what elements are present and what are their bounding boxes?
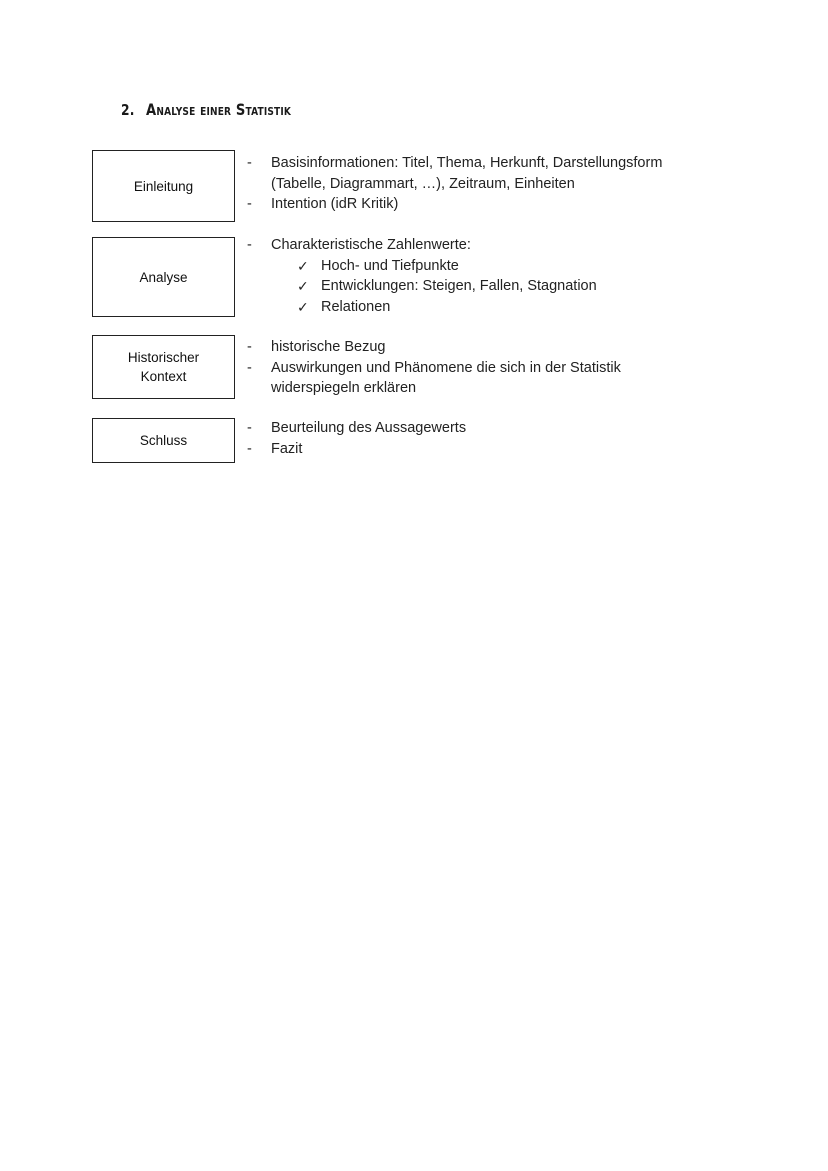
check-text: Relationen — [321, 298, 391, 315]
label-analyse: Analyse — [139, 269, 188, 285]
check-item — [297, 297, 701, 318]
dash-marker: - — [247, 420, 252, 436]
dash-marker: - — [247, 440, 252, 457]
check-item — [297, 256, 701, 277]
label-box-schluss — [92, 418, 235, 463]
list-item — [247, 358, 701, 399]
label-kontext: Kontext — [140, 369, 187, 384]
check-icon: ✓ — [297, 257, 309, 274]
check-icon: ✓ — [297, 298, 309, 315]
bullet-list-einleitung — [247, 153, 701, 215]
bullet-list-analyse — [247, 235, 701, 317]
label-schluss: Schluss — [139, 433, 188, 448]
list-item — [247, 439, 701, 460]
label-historischer: Historischer — [127, 350, 200, 365]
bullet-text: historische Bezug — [271, 339, 386, 355]
check-icon: ✓ — [297, 278, 309, 294]
list-item — [247, 153, 701, 194]
bullet-text: Beurteilung des Aussagewerts — [271, 420, 467, 436]
dash-marker: - — [247, 359, 252, 376]
section-historischer-kontext — [92, 335, 692, 399]
label-box-historischer-kontext — [92, 335, 235, 399]
bullet-text: Fazit — [271, 440, 303, 457]
section-heading — [121, 100, 291, 119]
label-einleitung: Einleitung — [133, 178, 194, 194]
bullet-text: Auswirkungen und Phänomene die sich in der Statistik widerspiegeln erklären — [271, 359, 621, 396]
bullet-list-historischer-kontext — [247, 337, 701, 399]
check-text: Entwicklungen: Steigen, Fallen, Stagnation — [321, 278, 597, 294]
heading-number: 2. — [121, 101, 135, 119]
list-item — [247, 337, 701, 358]
label-box-analyse — [92, 237, 235, 317]
dash-marker: - — [247, 237, 252, 253]
list-item — [247, 194, 701, 215]
dash-marker: - — [247, 155, 252, 171]
section-schluss — [92, 418, 692, 463]
section-einleitung — [92, 150, 692, 222]
bullet-text: Basisinformationen: Titel, Thema, Herkunft, Darstellungsform (Tabelle, Diagrammart, …), Zeitraum, Einheiten — [271, 155, 663, 192]
heading-title: Analyse einer Statistik — [146, 100, 292, 119]
bullet-text: Charakteristische Zahlenwerte: — [271, 237, 471, 253]
check-list — [297, 256, 701, 318]
bullet-list-schluss — [247, 418, 701, 459]
section-analyse — [92, 237, 692, 317]
list-item — [247, 235, 701, 256]
label-box-einleitung — [92, 150, 235, 222]
bullet-text: Intention (idR Kritik) — [271, 196, 399, 212]
list-item — [247, 418, 701, 439]
dash-marker: - — [247, 339, 252, 355]
dash-marker: - — [247, 196, 252, 212]
check-text: Hoch- und Tiefpunkte — [321, 257, 459, 274]
check-item — [297, 276, 701, 297]
